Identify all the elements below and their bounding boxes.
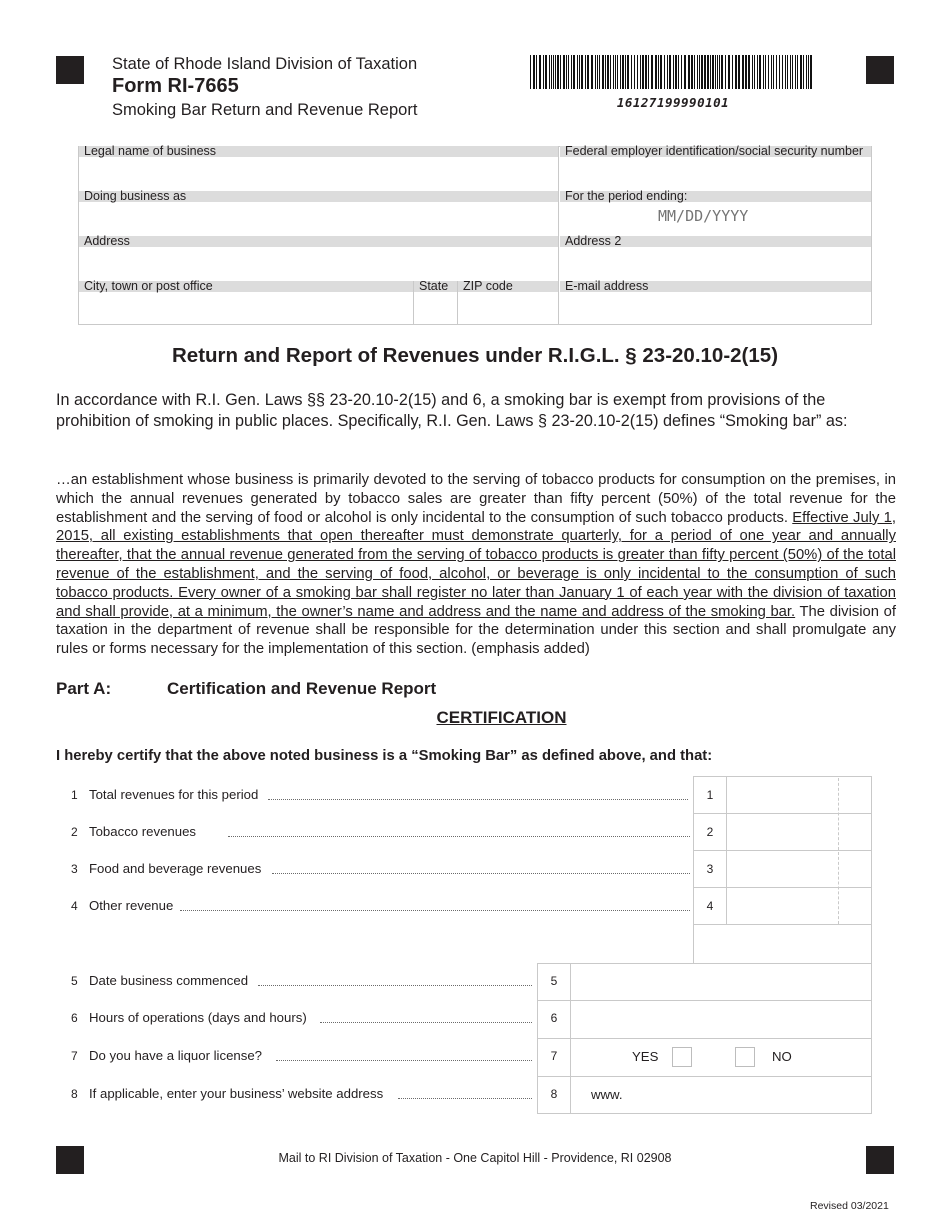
tobacco-revenues-input[interactable] [728,815,836,849]
line-number: 6 [71,1011,78,1025]
divider [693,850,872,851]
divider [693,924,872,925]
email-input[interactable] [561,293,870,323]
leader-dots [398,1098,532,1099]
city-label: City, town or post office [79,281,413,292]
agency-name: State of Rhode Island Division of Taxation [112,55,418,73]
divider [537,1038,872,1039]
website-prefix: www. [591,1087,623,1102]
line-7-label: Do you have a liquor license? [89,1048,263,1063]
intro-paragraph: In accordance with R.I. Gen. Laws §§ 23-20.10-2(15) and 6, a smoking bar is exempt from provisions of the prohibition of smoking in public places. Specifically, R.I. Gen. Laws § 23-20.10-2(15) defines “Smoking bar” as: [56,391,848,430]
total-revenues-cents-input[interactable] [840,778,870,812]
leader-dots [320,1022,532,1023]
legal-name-label: Legal name of business [79,146,558,157]
address-input[interactable] [80,248,556,280]
form-number: Form RI-7665 [112,75,239,97]
barcode-graphic [530,55,816,89]
line-5-label: Date business commenced [89,973,249,988]
address2-input[interactable] [561,248,870,280]
divider [537,1076,872,1077]
box-number: 2 [706,825,714,839]
line-1-label: Total revenues for this period [89,787,259,802]
line-number: 4 [71,899,78,913]
definition-text: …an establishment whose business is primarily devoted to the serving of tobacco products for consumption on the premises, in which the annual revenues generated by tobacco sales are greater than fifty percent (50%) of the total revenue for the establishment and the serving of food or alcohol is only incidental to the consumption of such tobacco products. [56,472,896,526]
other-revenue-cents-input[interactable] [840,889,870,923]
period-label: For the period ending: [560,191,871,202]
legal-name-input[interactable] [80,158,556,190]
food-beverage-revenues-input[interactable] [728,852,836,886]
certification-heading: CERTIFICATION [436,708,567,727]
divider [693,887,872,888]
definition-paragraph [56,471,896,659]
total-revenues-input[interactable] [728,778,836,812]
box-number: 6 [550,1011,558,1025]
dba-label: Doing business as [79,191,558,202]
box-number: 4 [706,899,714,913]
cents-divider [838,778,839,924]
definition-emphasis: Effective July 1, 2015, all existing establishments that open thereafter must demonstrate quarterly, for a period of one year and annually thereafter, that the annual revenue generated from the serving of tobacco products is greater than fifty percent (50%) of the total revenue of the establishment, and the serving of food, alcohol, or beverage is only incidental to the consumption of such tobacco products. Every owner of a smoking bar shall register no later than January 1 of each year with the division of taxation and shall provide, at a minimum, the owner’s name and address and the name and address of the smoking bar. [56,509,896,620]
line-number: 1 [71,788,78,802]
state-input[interactable] [415,293,456,323]
part-a-title: Certification and Revenue Report [167,679,437,698]
line-number: 5 [71,974,78,988]
email-label: E-mail address [560,281,871,292]
line-8-label: If applicable, enter your business’ website address [89,1086,384,1101]
part-a-label: Part A: [56,679,112,698]
zip-label: ZIP code [458,281,558,292]
revision-date: Revised 03/2021 [810,1200,889,1212]
state-label: State [414,281,457,292]
leader-dots [268,799,688,800]
address-label: Address [79,236,558,247]
form-title: Smoking Bar Return and Revenue Report [112,101,418,119]
city-input[interactable] [80,293,411,323]
zip-input[interactable] [459,293,557,323]
liquor-no-checkbox[interactable] [735,1047,755,1067]
yes-label: YES [632,1049,659,1064]
fein-label: Federal employer identification/social security number [560,146,871,157]
date-commenced-input[interactable] [572,965,870,999]
box-number: 3 [706,862,714,876]
other-revenue-input[interactable] [728,889,836,923]
barcode-number: 16127199990101 [616,95,730,110]
leader-dots [276,1060,532,1061]
no-label: NO [772,1049,792,1064]
line-2-label: Tobacco revenues [89,824,197,839]
line-6-label: Hours of operations (days and hours) [89,1010,307,1025]
hours-operation-input[interactable] [572,1002,870,1037]
box-number: 1 [706,788,714,802]
certify-statement: I hereby certify that the above noted business is a “Smoking Bar” as defined above, and that: [56,748,713,764]
website-input[interactable] [624,1079,870,1112]
divider [537,1000,872,1001]
box-number: 7 [550,1049,558,1063]
line-number: 7 [71,1049,78,1063]
registration-mark [56,56,84,84]
leader-dots [228,836,690,837]
leader-dots [180,910,690,911]
leader-dots [272,873,690,874]
line-3-label: Food and beverage revenues [89,861,262,876]
divider [693,813,872,814]
box-number: 5 [550,974,558,988]
dba-input[interactable] [80,203,556,235]
line-number: 3 [71,862,78,876]
line-number: 8 [71,1087,78,1101]
leader-dots [258,985,532,986]
box-number: 8 [550,1087,558,1101]
food-beverage-cents-input[interactable] [840,852,870,886]
definition-text-end: The division of taxation in the department of revenue shall be responsible for the determination under this section and shall promulgate any rules or forms necessary for the implementation of this section. (emphasis added) [56,603,896,658]
registration-mark [866,56,894,84]
divider [558,146,559,325]
period-ending-input[interactable] [658,207,818,225]
address2-label: Address 2 [560,236,871,247]
fein-input[interactable] [561,158,870,190]
tobacco-revenues-cents-input[interactable] [840,815,870,849]
mailing-address: Mail to RI Division of Taxation - One Capitol Hill - Providence, RI 02908 [278,1151,672,1165]
return-title: Return and Report of Revenues under R.I.G.L. § 23-20.10-2(15) [171,344,779,367]
line-number: 2 [71,825,78,839]
liquor-yes-checkbox[interactable] [672,1047,692,1067]
line-4-label: Other revenue [89,898,174,913]
